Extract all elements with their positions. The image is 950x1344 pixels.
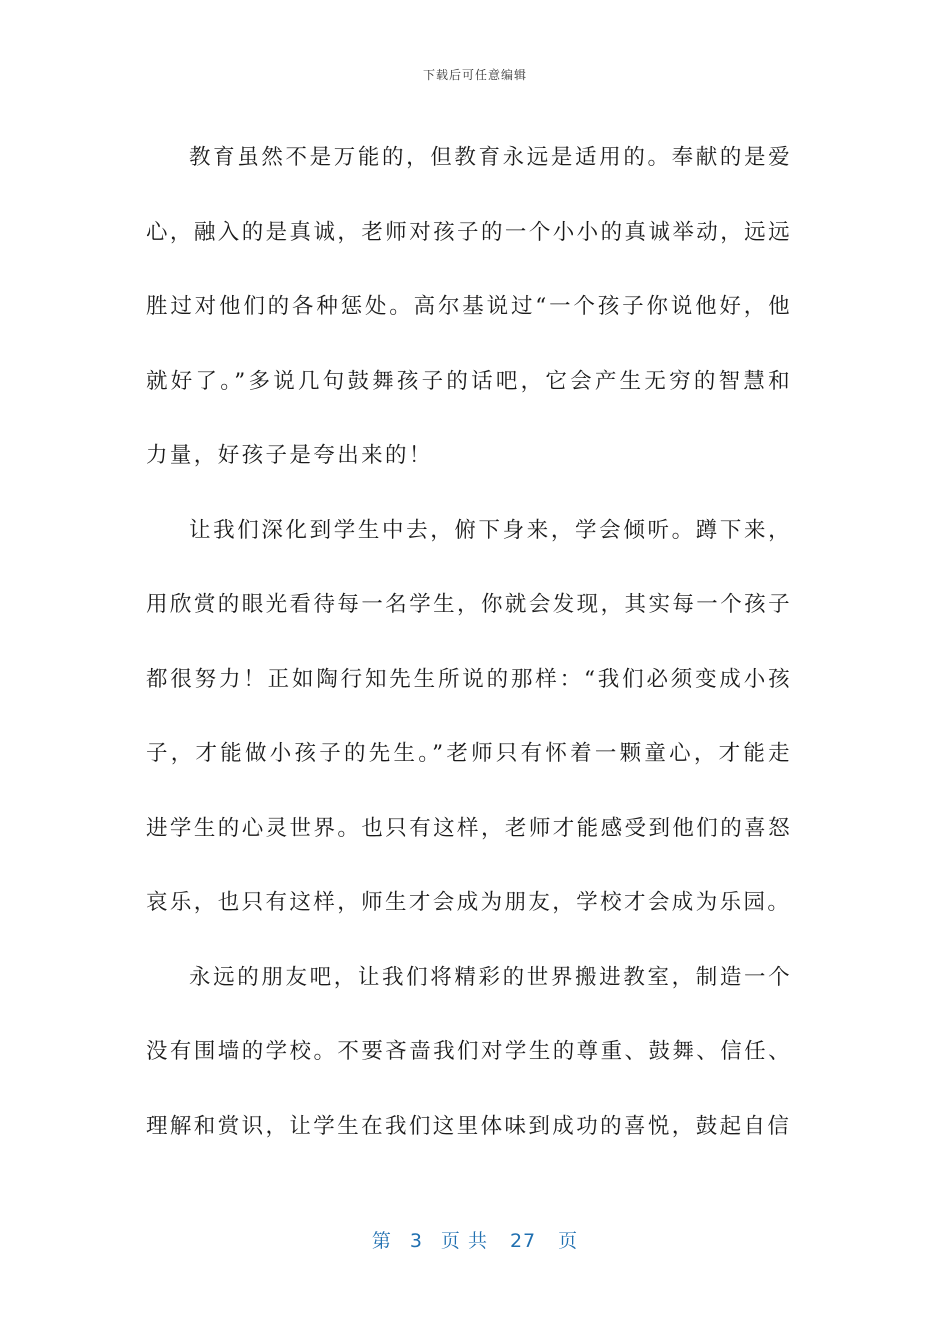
current-page-number: 3: [409, 1230, 423, 1252]
paragraph: 教育虽然不是万能的，但教育永远是适用的。奉献的是爱心，融入的是真诚，老师对孩子的一个小小的真诚举动，远远胜过对他们的各种惩处。高尔基说过“一个孩子你说他好，他就好了。”多说几句鼓舞孩子的话吧，它会产生无穷的智慧和力量，好孩子是夸出来的！: [146, 145, 792, 468]
paragraph: 永远的朋友吧，让我们将精彩的世界搬进教室，制造一个没有围墙的学校。不要吝啬我们对学生的尊重、鼓舞、信任、理解和赏识，让学生在我们这里体味到成功的喜悦，鼓起自信: [146, 964, 792, 1139]
footer-prefix: 第: [371, 1230, 392, 1252]
footer-suffix: 页: [558, 1230, 579, 1252]
footer-middle: 页 共: [440, 1230, 488, 1252]
header-note: 下载后可任意编辑: [422, 68, 527, 82]
paragraph: 让我们深化到学生中去，俯下身来，学会倾听。蹲下来，用欣赏的眼光看待每一名学生，你就会发现，其实每一个孩子都很努力！正如陶行知先生所说的那样：“我们必须变成小孩子，才能做小孩子的先生。”老师只有怀着一颗童心，才能走进学生的心灵世界。也只有这样，老师才能感受到他们的喜怒哀乐，也只有这样，师生才会成为朋友，学校才会成为乐园。: [146, 517, 792, 915]
page-footer: [0, 1226, 950, 1253]
total-pages-number: 27: [509, 1230, 537, 1252]
document-body: [146, 121, 792, 1164]
